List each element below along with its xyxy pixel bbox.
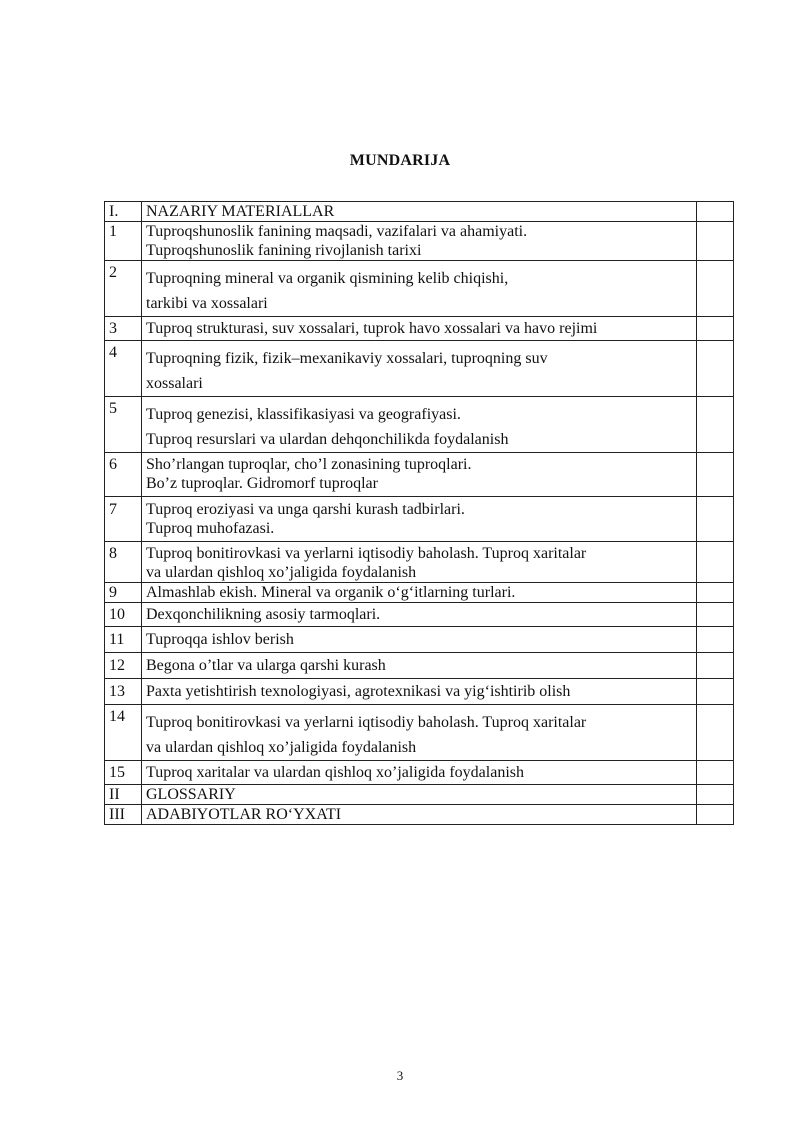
row-title-line: Tuproqqa ishlov berish <box>146 631 294 648</box>
table-row <box>105 453 734 497</box>
row-title-line: GLOSSARIY <box>146 786 236 803</box>
row-number: 15 <box>105 761 142 785</box>
row-title-line: Tuproq strukturasi, suv xossalari, tuprok havo xossalari va havo rejimi <box>146 320 598 337</box>
row-title-line: Tuproq resurslari va ulardan dehqonchilikda foydalanish <box>146 431 509 448</box>
row-title-line: tarkibi va xossalari <box>146 295 268 312</box>
row-page <box>697 397 734 453</box>
row-title-line: Dexqonchilikning asosiy tarmoqlari. <box>146 606 381 623</box>
row-title-line: Bo’z tuproqlar. Gidromorf tuproqlar <box>146 475 378 492</box>
row-page <box>697 222 734 261</box>
row-page <box>697 653 734 679</box>
row-title-line: ADABIYOTLAR RO‘YXATI <box>146 806 342 823</box>
row-title[interactable] <box>142 222 697 261</box>
row-title-line: Tuproq muhofazasi. <box>146 520 275 537</box>
table-row <box>105 705 734 761</box>
row-page <box>697 202 734 222</box>
table-row <box>105 679 734 705</box>
row-number: 12 <box>105 653 142 679</box>
table-row <box>105 627 734 653</box>
row-number: 10 <box>105 603 142 627</box>
row-title-line: Tuproqning fizik, fizik–mexanikaviy xossalari, tuproqning suv <box>146 350 548 367</box>
row-title[interactable] <box>142 583 697 603</box>
row-page <box>697 542 734 583</box>
table-row <box>105 202 734 222</box>
row-title-line: Tuproq xaritalar va ulardan qishloq xo’jaligida foydalanish <box>146 764 524 781</box>
row-page <box>697 805 734 825</box>
row-title[interactable] <box>142 653 697 679</box>
row-title[interactable] <box>142 785 697 805</box>
row-number: 7 <box>105 497 142 542</box>
row-page <box>697 317 734 341</box>
table-row <box>105 805 734 825</box>
row-title-line: Tuproqshunoslik fanining maqsadi, vazifalari va ahamiyati. <box>146 223 528 240</box>
row-title[interactable] <box>142 317 697 341</box>
row-number: 1 <box>105 222 142 261</box>
row-title-line: Tuproq bonitirovkasi va yerlarni iqtisodiy baholash. Tuproq xaritalar <box>146 714 587 731</box>
row-title-line: Tuproqning mineral va organik qismining kelib chiqishi, <box>146 270 509 287</box>
row-title[interactable] <box>142 603 697 627</box>
row-page <box>697 583 734 603</box>
row-title-line: Tuproq bonitirovkasi va yerlarni iqtisodiy baholash. Tuproq xaritalar <box>146 545 587 562</box>
table-row <box>105 341 734 397</box>
row-title[interactable] <box>142 679 697 705</box>
row-page <box>697 785 734 805</box>
row-title-line: Almashlab ekish. Mineral va organik o‘g‘itlarning turlari. <box>146 584 516 601</box>
row-title-line: Sho’rlangan tuproqlar, cho’l zonasining tuproqlari. <box>146 456 472 473</box>
row-title[interactable] <box>142 542 697 583</box>
row-page <box>697 341 734 397</box>
row-page <box>697 261 734 317</box>
row-page <box>697 705 734 761</box>
row-title[interactable] <box>142 453 697 497</box>
table-row <box>105 785 734 805</box>
table-row <box>105 761 734 785</box>
row-page <box>697 761 734 785</box>
table-row <box>105 497 734 542</box>
row-title[interactable] <box>142 805 697 825</box>
row-number: 13 <box>105 679 142 705</box>
table-row <box>105 542 734 583</box>
row-title-line: va ulardan qishloq xo’jaligida foydalanish <box>146 739 417 756</box>
row-title-line: NAZARIY MATERIALLAR <box>146 203 335 220</box>
row-number: III <box>105 805 142 825</box>
page-number: 3 <box>396 1068 404 1083</box>
row-page <box>697 603 734 627</box>
row-title-line: xossalari <box>146 375 203 392</box>
row-title-line: Tuproqshunoslik fanining rivojlanish tarixi <box>146 242 422 259</box>
row-title[interactable] <box>142 341 697 397</box>
row-number: 14 <box>105 705 142 761</box>
row-title[interactable] <box>142 761 697 785</box>
table-row <box>105 317 734 341</box>
page-title: MUNDARIJA <box>349 152 451 169</box>
row-title[interactable] <box>142 497 697 542</box>
row-number: 4 <box>105 341 142 397</box>
row-title[interactable] <box>142 202 697 222</box>
table-row <box>105 583 734 603</box>
row-number: 9 <box>105 583 142 603</box>
row-title-line: va ulardan qishloq xo’jaligida foydalanish <box>146 564 417 581</box>
row-number: I. <box>105 202 142 222</box>
row-number: 6 <box>105 453 142 497</box>
row-page <box>697 453 734 497</box>
table-row <box>105 653 734 679</box>
row-number: 2 <box>105 261 142 317</box>
table-row <box>105 397 734 453</box>
row-title[interactable] <box>142 627 697 653</box>
row-title[interactable] <box>142 397 697 453</box>
table-row <box>105 222 734 261</box>
row-page <box>697 497 734 542</box>
row-number: 8 <box>105 542 142 583</box>
row-number: II <box>105 785 142 805</box>
contents-table <box>104 201 734 825</box>
row-page <box>697 679 734 705</box>
table-row <box>105 603 734 627</box>
row-title-line: Begona o’tlar va ularga qarshi kurash <box>146 657 386 674</box>
row-number: 5 <box>105 397 142 453</box>
table-row <box>105 261 734 317</box>
row-title[interactable] <box>142 705 697 761</box>
row-page <box>697 627 734 653</box>
row-number: 3 <box>105 317 142 341</box>
row-title[interactable] <box>142 261 697 317</box>
row-title-line: Tuproq eroziyasi va unga qarshi kurash tadbirlari. <box>146 501 465 518</box>
row-title-line: Tuproq genezisi, klassifikasiyasi va geografiyasi. <box>146 406 461 423</box>
row-title-line: Paxta yetishtirish texnologiyasi, agrotexnikasi va yig‘ishtirib olish <box>146 683 571 700</box>
row-number: 11 <box>105 627 142 653</box>
